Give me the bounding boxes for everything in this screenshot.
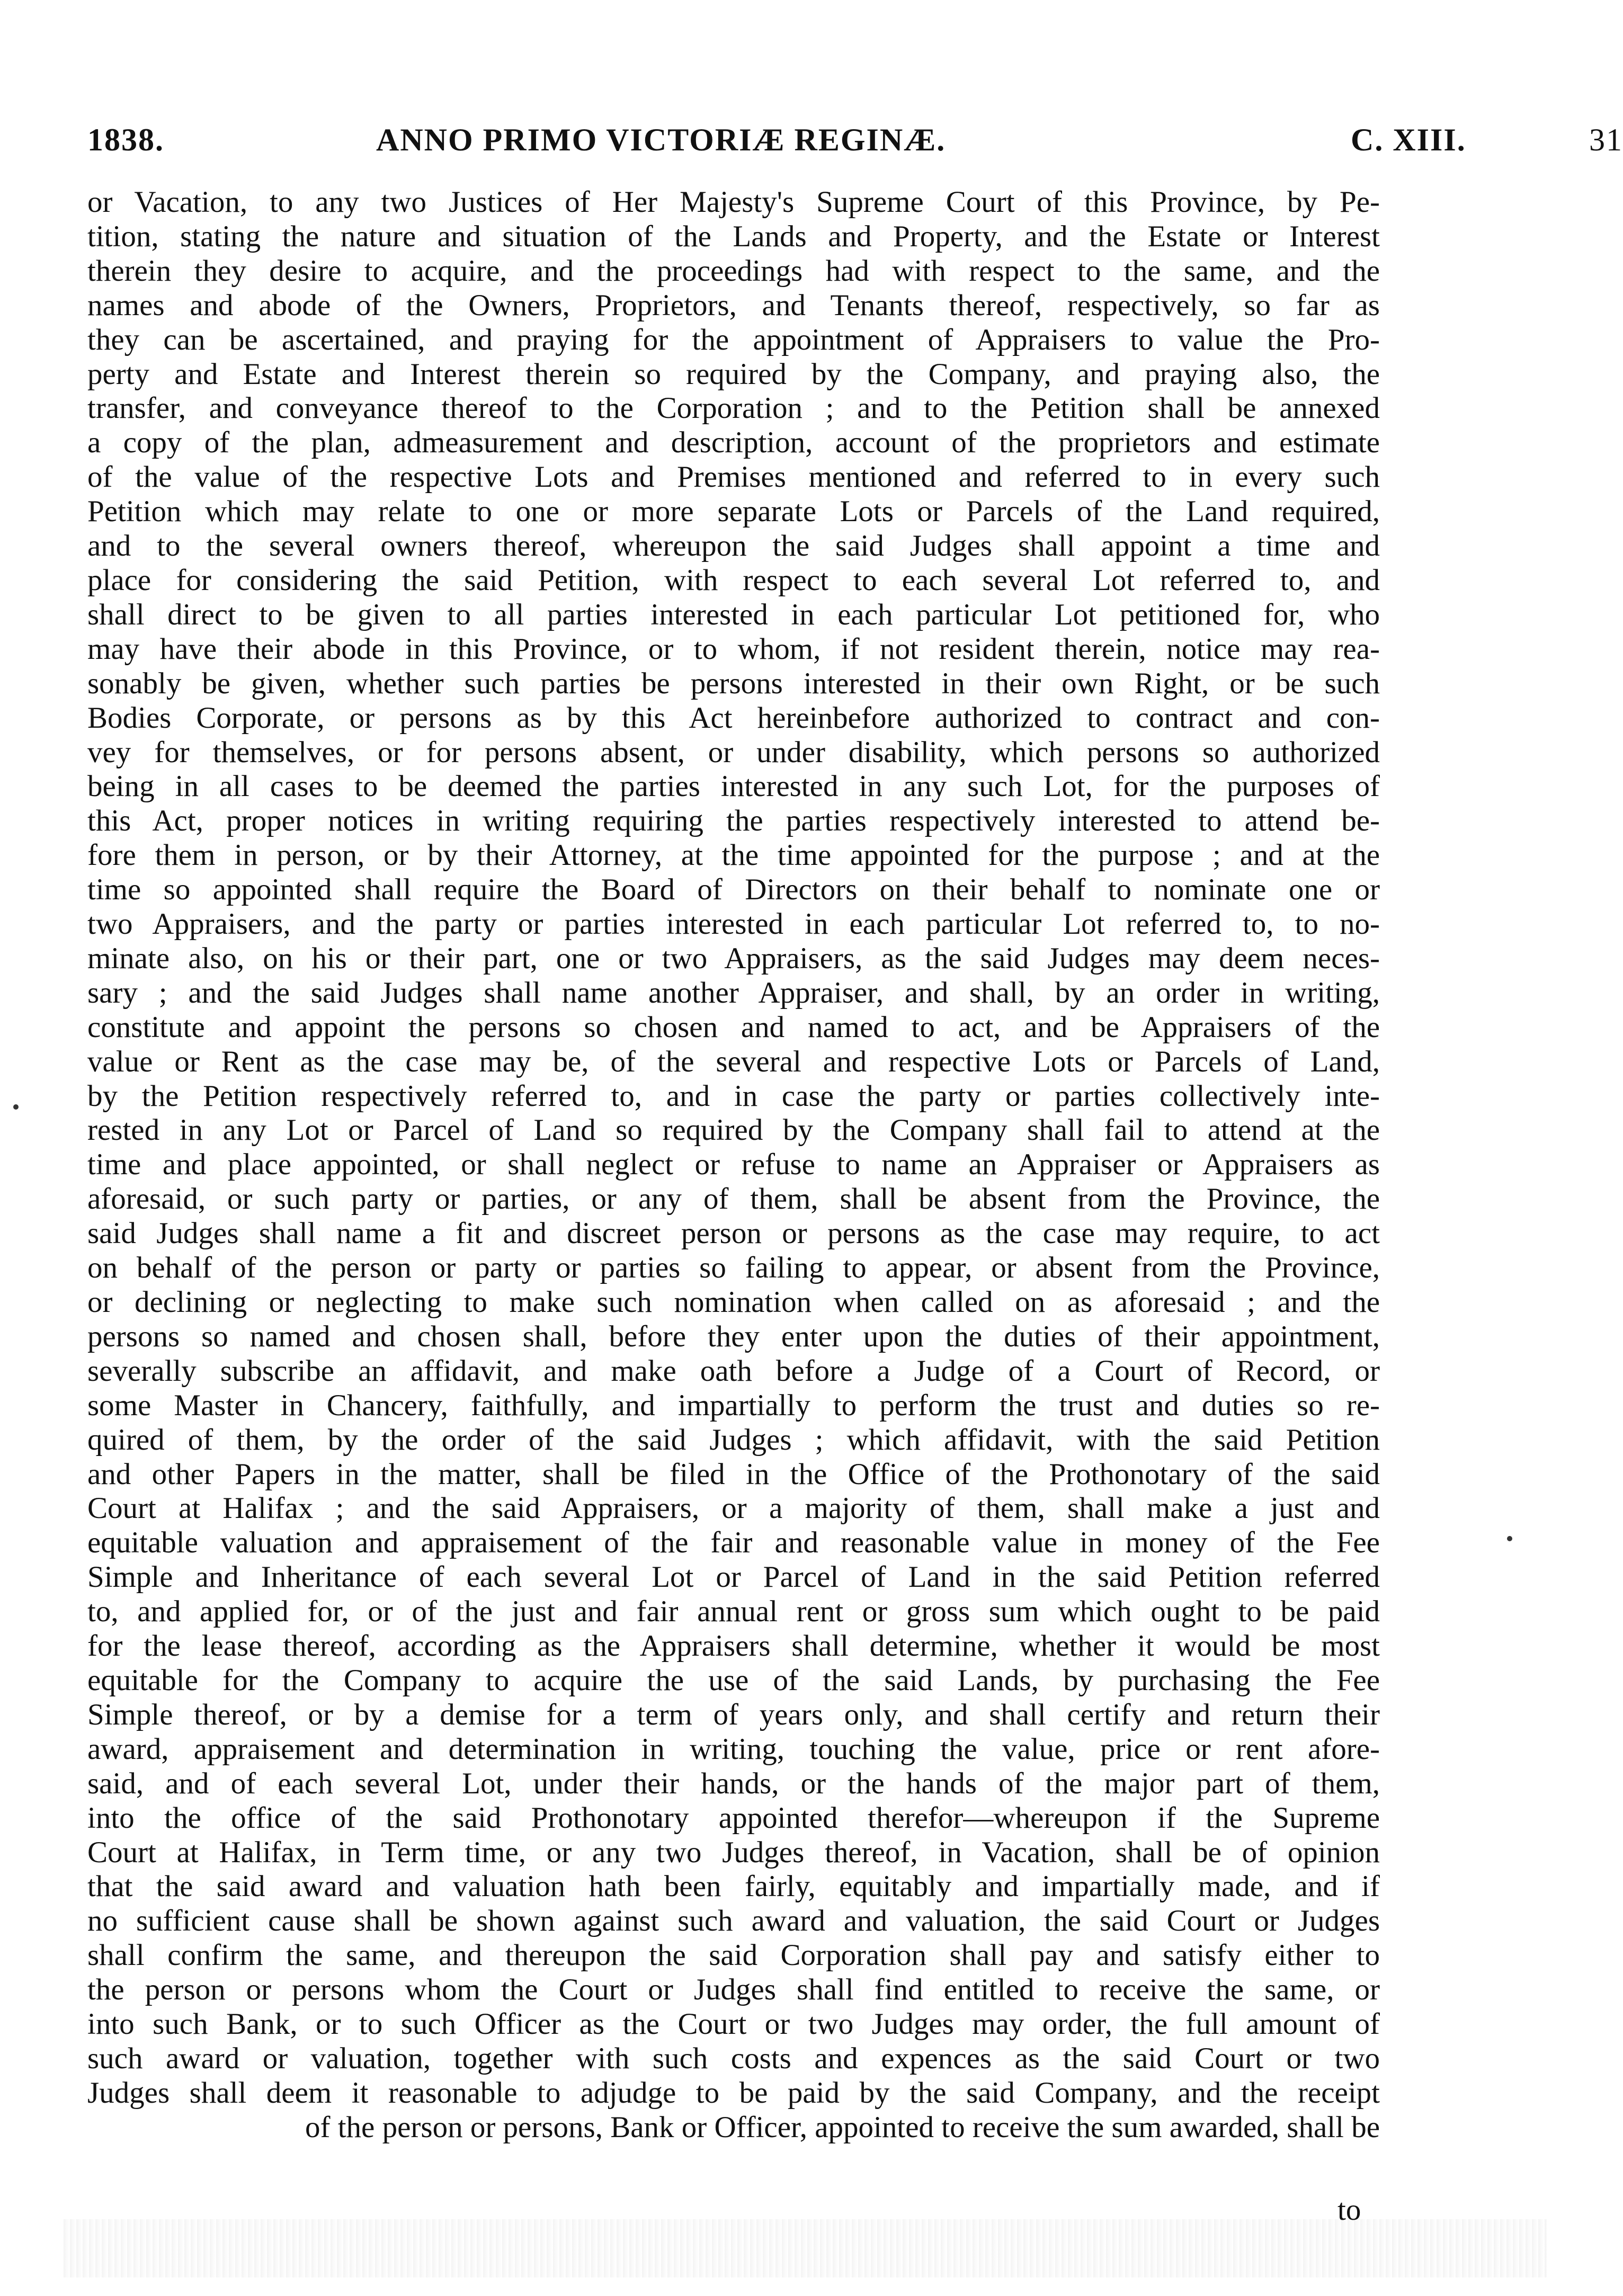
text-line: perty and Estate and Interest therein so required by the Company, and praying also, the: [87, 357, 1380, 391]
text-line: minate also, on his or their part, one or two Appraisers, as the said Judges may deem neces-: [87, 941, 1380, 975]
text-line: may have their abode in this Province, or to whom, if not resident therein, notice may rea-: [87, 632, 1380, 666]
text-line: aforesaid, or such party or parties, or any of them, shall be absent from the Province, the: [87, 1182, 1380, 1216]
text-line: such award or valuation, together with such costs and expences as the said Court or two: [87, 2041, 1380, 2075]
text-line: sary ; and the said Judges shall name another Appraiser, and shall, by an order in writing,: [87, 976, 1380, 1009]
text-line: rested in any Lot or Parcel of Land so required by the Company shall fail to attend at the: [87, 1113, 1380, 1147]
text-line: and to the several owners thereof, whereupon the said Judges shall appoint a time and: [87, 529, 1380, 563]
text-line: Judges shall deem it reasonable to adjudge to be paid by the said Company, and the receipt: [87, 2076, 1380, 2110]
text-line: or declining or neglecting to make such nomination when called on as aforesaid ; and the: [87, 1285, 1380, 1319]
text-line: value or Rent as the case may be, of the several and respective Lots or Parcels of Land,: [87, 1044, 1380, 1078]
text-line: sonably be given, whether such parties be persons interested in their own Right, or be such: [87, 666, 1380, 700]
text-line: they can be ascertained, and praying for the appointment of Appraisers to value the Pro-: [87, 323, 1380, 356]
text-line: severally subscribe an affidavit, and make oath before a Judge of a Court of Record, or: [87, 1354, 1380, 1388]
text-line: for the lease thereof, according as the Appraisers shall determine, whether it would be most: [87, 1629, 1380, 1663]
text-line: some Master in Chancery, faithfully, and impartially to perform the trust and duties so re-: [87, 1388, 1380, 1422]
text-line: a copy of the plan, admeasurement and description, account of the proprietors and estimate: [87, 426, 1380, 460]
text-line: tition, stating the nature and situation of the Lands and Property, and the Estate or Interest: [87, 219, 1380, 253]
text-line: Bodies Corporate, or persons as by this Act hereinbefore authorized to contract and con-: [87, 701, 1380, 735]
header-title: ANNO PRIMO VICTORIÆ REGINÆ.: [376, 122, 946, 157]
text-line: and other Papers in the matter, shall be filed in the Office of the Prothonotary of the said: [87, 1457, 1380, 1491]
text-line: two Appraisers, and the party or parties interested in each particular Lot referred to, to no-: [87, 907, 1380, 941]
body-text: [87, 185, 1380, 2145]
header-year: 1838.: [87, 122, 164, 157]
text-line: time and place appointed, or shall neglect or refuse to name an Appraiser or Appraisers as: [87, 1148, 1380, 1182]
header-chapter: C. XIII.: [1351, 122, 1466, 157]
text-line: that the said award and valuation hath been fairly, equitably and impartially made, and if: [87, 1870, 1380, 1904]
text-line: said Judges shall name a fit and discreet person or persons as the case may require, to act: [87, 1217, 1380, 1250]
text-line: Court at Halifax ; and the said Appraisers, or a majority of them, shall make a just and: [87, 1491, 1380, 1525]
text-line: to, and applied for, or of the just and fair annual rent or gross sum which ought to be paid: [87, 1595, 1380, 1629]
text-line: by the Petition respectively referred to, and in case the party or parties collectively inte-: [87, 1079, 1380, 1113]
margin-mark: [13, 1104, 19, 1110]
text-line: Simple thereof, or by a demise for a term of years only, and shall certify and return their: [87, 1698, 1380, 1731]
text-line: shall confirm the same, and thereupon the said Corporation shall pay and satisfy either to: [87, 1938, 1380, 1972]
text-line: constitute and appoint the persons so chosen and named to act, and be Appraisers of the: [87, 1010, 1380, 1044]
text-line: transfer, and conveyance thereof to the Corporation ; and to the Petition shall be annexed: [87, 391, 1380, 425]
running-header: [87, 122, 1623, 164]
text-line: time so appointed shall require the Board of Directors on their behalf to nominate one or: [87, 873, 1380, 907]
text-line: shall direct to be given to all parties interested in each particular Lot petitioned for, who: [87, 597, 1380, 631]
text-line: into such Bank, or to such Officer as the Court or two Judges may order, the full amount of: [87, 2007, 1380, 2041]
text-line: said, and of each several Lot, under their hands, or the hands of the major part of them,: [87, 1766, 1380, 1800]
text-line: on behalf of the person or party or parties so failing to appear, or absent from the Province,: [87, 1251, 1380, 1285]
text-line: award, appraisement and determination in writing, touching the value, price or rent afore-: [87, 1732, 1380, 1766]
text-line: or Vacation, to any two Justices of Her Majesty's Supreme Court of this Province, by Pe-: [87, 185, 1380, 219]
text-line: Simple and Inheritance of each several Lot or Parcel of Land in the said Petition referred: [87, 1560, 1380, 1594]
text-line: being in all cases to be deemed the parties interested in any such Lot, for the purposes of: [87, 770, 1380, 803]
text-line: vey for themselves, or for persons absent, or under disability, which persons so authorized: [87, 735, 1380, 769]
scan-smudge: [64, 2219, 1547, 2277]
text-line: of the value of the respective Lots and Premises mentioned and referred to in every such: [87, 460, 1380, 494]
text-line: persons so named and chosen shall, before they enter upon the duties of their appointment,: [87, 1319, 1380, 1353]
page-number: 31: [1589, 122, 1623, 157]
catchword: to: [1337, 2193, 1361, 2227]
text-line: equitable for the Company to acquire the use of the said Lands, by purchasing the Fee: [87, 1663, 1380, 1697]
text-line: equitable valuation and appraisement of the fair and reasonable value in money of the Fee: [87, 1526, 1380, 1560]
text-line: quired of them, by the order of the said Judges ; which affidavit, with the said Petition: [87, 1423, 1380, 1457]
text-line: this Act, proper notices in writing requiring the parties respectively interested to attend be-: [87, 804, 1380, 838]
text-line: names and abode of the Owners, Proprietors, and Tenants thereof, respectively, so far as: [87, 288, 1380, 322]
text-line: the person or persons whom the Court or Judges shall find entitled to receive the same, or: [87, 1973, 1380, 2007]
text-line: place for considering the said Petition, with respect to each several Lot referred to, and: [87, 563, 1380, 597]
text-line: Court at Halifax, in Term time, or any two Judges thereof, in Vacation, shall be of opinion: [87, 1835, 1380, 1869]
text-line: Petition which may relate to one or more separate Lots or Parcels of the Land required,: [87, 495, 1380, 529]
text-line: fore them in person, or by their Attorney, at the time appointed for the purpose ; and at the: [87, 838, 1380, 872]
text-line: no sufficient cause shall be shown against such award and valuation, the said Court or Judges: [87, 1904, 1380, 1938]
text-line: therein they desire to acquire, and the proceedings had with respect to the same, and the: [87, 254, 1380, 288]
text-line: into the office of the said Prothonotary appointed therefor—whereupon if the Supreme: [87, 1801, 1380, 1835]
margin-mark: [1507, 1536, 1512, 1541]
text-line: of the person or persons, Bank or Officer, appointed to receive the sum awarded, shall be: [305, 2110, 1380, 2144]
